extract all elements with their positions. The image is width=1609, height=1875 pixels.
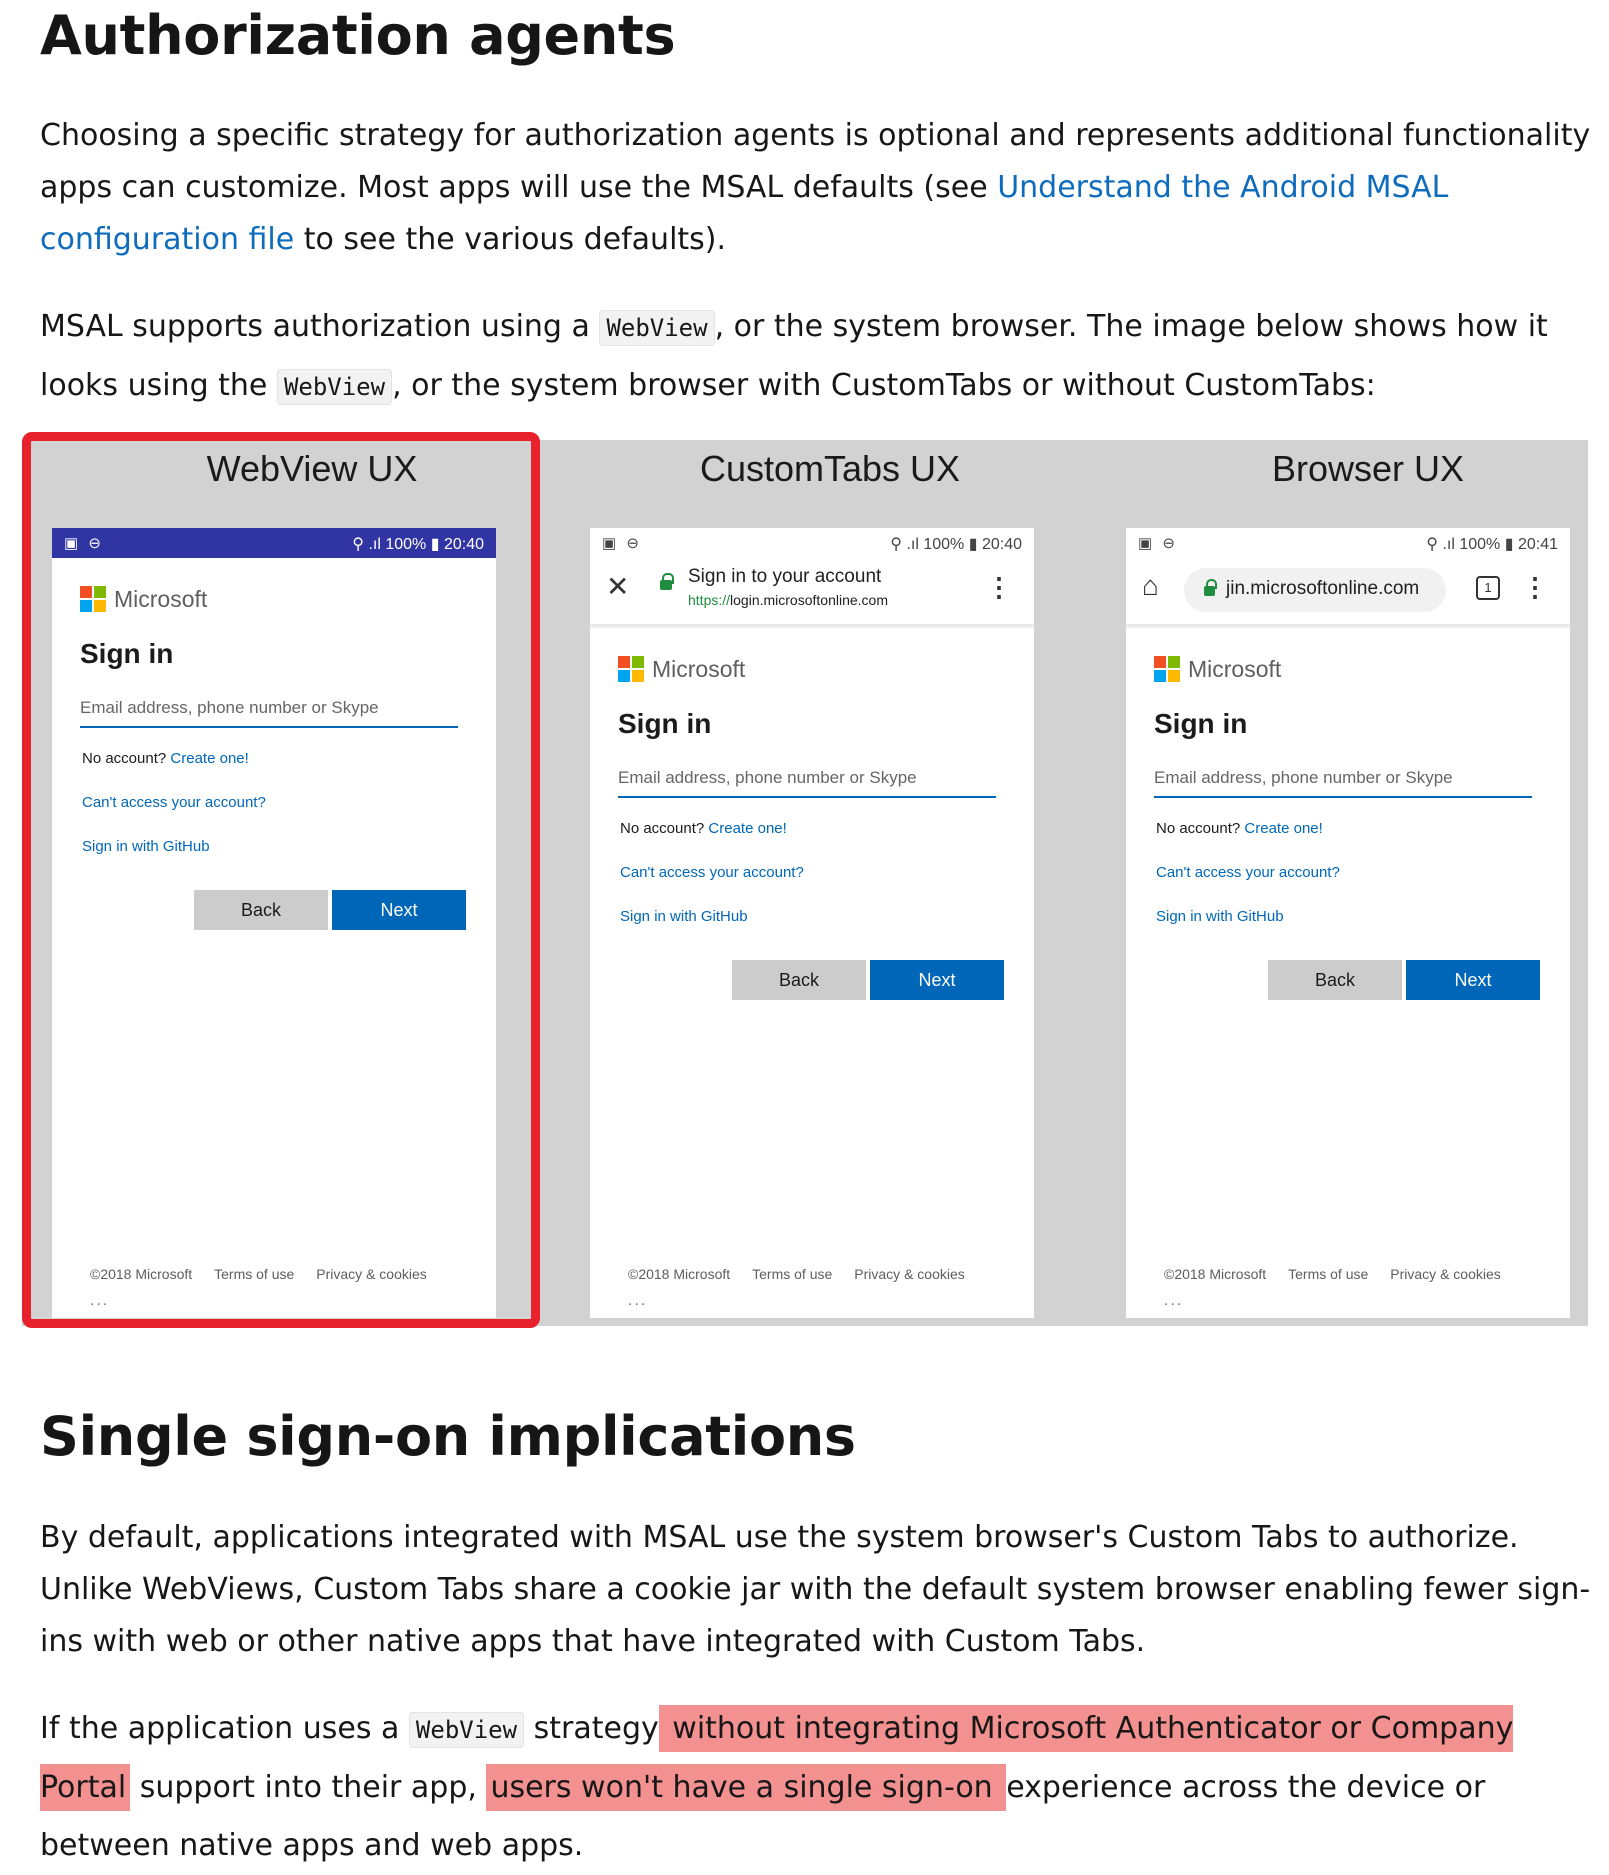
browser-phone bbox=[1126, 528, 1570, 1318]
terms-link[interactable]: Terms of use bbox=[214, 1266, 295, 1282]
toolbar-title: Sign in to your account bbox=[688, 566, 882, 587]
customtabs-phone bbox=[590, 528, 1034, 1318]
overflow-menu-icon[interactable]: ⋮ bbox=[1522, 572, 1548, 602]
no-account-text: No account? bbox=[82, 750, 167, 767]
home-icon[interactable]: ⌂ bbox=[1142, 570, 1159, 601]
url-scheme: https:// bbox=[688, 592, 731, 608]
highlight-without-authenticator: without integrating Microsoft Authenticator or Company Portal bbox=[40, 1705, 1513, 1811]
cant-access-link[interactable]: Can't access your account? bbox=[1156, 864, 1340, 881]
status-icons: ▣ ⊖ bbox=[64, 535, 104, 552]
url-host: login.microsoftonline.com bbox=[730, 592, 888, 608]
microsoft-brand: Microsoft bbox=[652, 656, 746, 682]
panel-title-customtabs: CustomTabs UX bbox=[699, 448, 961, 489]
overflow-menu-icon[interactable]: ⋮ bbox=[986, 572, 1012, 602]
lock-shackle bbox=[1206, 579, 1217, 589]
status-bar bbox=[1126, 528, 1570, 558]
copyright: ©2018 Microsoft bbox=[90, 1266, 193, 1282]
no-account-row bbox=[620, 820, 787, 837]
microsoft-brand: Microsoft bbox=[1188, 656, 1282, 682]
email-field[interactable]: Email address, phone number or Skype bbox=[1154, 768, 1532, 798]
footer bbox=[1164, 1266, 1523, 1282]
back-button[interactable]: Back bbox=[194, 890, 328, 930]
footer bbox=[628, 1266, 987, 1282]
text: If the application uses a bbox=[40, 1711, 409, 1746]
status-icons: ▣ ⊖ bbox=[1138, 535, 1178, 552]
webview-highlight-box bbox=[22, 432, 540, 1328]
copyright: ©2018 Microsoft bbox=[628, 1266, 731, 1282]
create-account-link[interactable]: Create one! bbox=[170, 750, 249, 767]
panel-title-browser: Browser UX bbox=[1271, 448, 1465, 489]
toolbar-url bbox=[688, 592, 888, 608]
text: experience across the device or between native apps and web apps. bbox=[40, 1770, 1486, 1863]
address-bar[interactable] bbox=[1184, 568, 1446, 612]
heading-single-sign-on: Single sign-on implications bbox=[40, 1405, 856, 1468]
more-options-icon[interactable]: ... bbox=[90, 1292, 110, 1309]
paragraph-custom-tabs-default: By default, applications integrated with MSAL use the system browser's Custom Tabs to authorize. Unlike WebViews, Custom Tabs share a cookie jar with the default system browser enabling fewer sign-ins with web or other native apps that have integrated with Custom Tabs. bbox=[40, 1520, 1591, 1659]
highlight-no-sso: users won't have a single sign-on bbox=[486, 1764, 1006, 1811]
text: to see the various defaults). bbox=[294, 222, 727, 257]
status-info: ⚲ .ıl 100% ▮ 20:40 bbox=[890, 536, 1022, 553]
email-field[interactable]: Email address, phone number or Skype bbox=[80, 698, 458, 728]
next-button[interactable]: Next bbox=[870, 960, 1004, 1000]
status-info: ⚲ .ıl 100% ▮ 20:41 bbox=[1426, 536, 1558, 553]
tab-switcher-icon[interactable]: 1 bbox=[1476, 576, 1500, 600]
close-icon[interactable]: ✕ bbox=[606, 571, 630, 602]
cant-access-link[interactable]: Can't access your account? bbox=[82, 794, 266, 811]
back-button[interactable]: Back bbox=[1268, 960, 1402, 1000]
microsoft-logo-icon bbox=[1154, 656, 1180, 682]
no-account-row bbox=[1156, 820, 1323, 837]
microsoft-logo-icon bbox=[618, 656, 644, 682]
paragraph-strategy bbox=[40, 110, 1600, 266]
more-options-icon[interactable]: ... bbox=[628, 1292, 648, 1309]
next-button[interactable]: Next bbox=[332, 890, 466, 930]
text: MSAL supports authorization using a bbox=[40, 309, 600, 344]
code-webview: WebView bbox=[277, 369, 392, 405]
address-text: jin.microsoftonline.com bbox=[1226, 578, 1420, 599]
panel-title-webview: WebView UX bbox=[206, 448, 418, 489]
next-button[interactable]: Next bbox=[1406, 960, 1540, 1000]
terms-link[interactable]: Terms of use bbox=[752, 1266, 833, 1282]
paragraph-webview-support bbox=[40, 298, 1600, 416]
code-webview: WebView bbox=[599, 310, 714, 346]
cant-access-link[interactable]: Can't access your account? bbox=[620, 864, 804, 881]
terms-link[interactable]: Terms of use bbox=[1288, 1266, 1369, 1282]
github-signin-link[interactable]: Sign in with GitHub bbox=[82, 838, 210, 855]
text: , or the system browser. The image below shows how it looks using the bbox=[40, 309, 1548, 403]
back-button[interactable]: Back bbox=[732, 960, 866, 1000]
status-icons: ▣ ⊖ bbox=[602, 535, 642, 552]
github-signin-link[interactable]: Sign in with GitHub bbox=[1156, 908, 1284, 925]
copyright: ©2018 Microsoft bbox=[1164, 1266, 1267, 1282]
lock-shackle bbox=[662, 573, 674, 584]
sign-in-title: Sign in bbox=[1154, 708, 1248, 739]
status-info: ⚲ .ıl 100% ▮ 20:40 bbox=[352, 536, 484, 553]
status-bar bbox=[590, 528, 1034, 558]
github-signin-link[interactable]: Sign in with GitHub bbox=[620, 908, 748, 925]
no-account-text: No account? bbox=[620, 820, 705, 837]
create-account-link[interactable]: Create one! bbox=[708, 820, 787, 837]
text: , or the system browser with CustomTabs or without CustomTabs: bbox=[392, 368, 1376, 403]
privacy-link[interactable]: Privacy & cookies bbox=[316, 1266, 427, 1282]
sign-in-title: Sign in bbox=[618, 708, 712, 739]
privacy-link[interactable]: Privacy & cookies bbox=[854, 1266, 965, 1282]
heading-authorization-agents: Authorization agents bbox=[40, 4, 676, 67]
code-webview: WebView bbox=[409, 1712, 524, 1748]
sign-in-title: Sign in bbox=[80, 638, 174, 669]
custom-tab-toolbar bbox=[590, 558, 1034, 625]
link-msal-config[interactable]: Understand the Android MSAL configuration file bbox=[40, 170, 1449, 257]
text: support into their app, bbox=[130, 1770, 487, 1805]
microsoft-brand: Microsoft bbox=[114, 586, 208, 612]
privacy-link[interactable]: Privacy & cookies bbox=[1390, 1266, 1501, 1282]
text: strategy bbox=[524, 1711, 659, 1746]
browser-toolbar bbox=[1126, 558, 1570, 625]
no-account-text: No account? bbox=[1156, 820, 1241, 837]
create-account-link[interactable]: Create one! bbox=[1244, 820, 1323, 837]
text: Choosing a specific strategy for authorization agents is optional and represents additional functionality apps can customize. Most apps will use the MSAL defaults (see bbox=[40, 118, 1591, 205]
email-field[interactable]: Email address, phone number or Skype bbox=[618, 768, 996, 798]
more-options-icon[interactable]: ... bbox=[1164, 1292, 1184, 1309]
paragraph-webview-strategy bbox=[40, 1700, 1600, 1875]
